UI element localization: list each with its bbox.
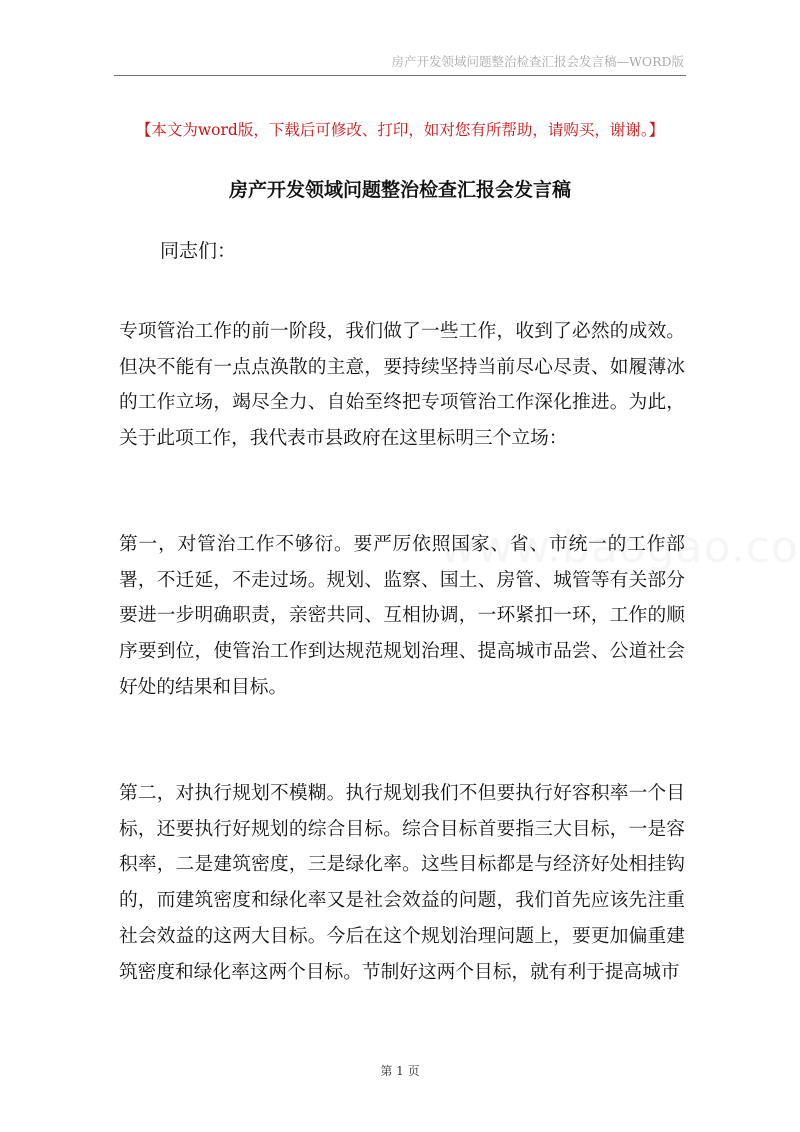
paragraph-first-point: 第一，对管治工作不够衍。要严厉依照国家、省、市统一的工作部署，不迁延，不走过场。规划、监察、国土、房管、城管等有关部分要进一步明确职责，亲密共同、互相协调，一环紧扣一环，工作的顺序要到位，使管治工作到达规范规划治理、提高城市品尝、公道社会好处的结果和目标。: [119, 534, 685, 698]
paragraph-second-point: 第二，对执行规划不模糊。执行规划我们不但要执行好容积率一个目标，还要执行好规划的综合目标。综合目标首要指三大目标，一是容积率，二是建筑密度，三是绿化率。这些目标都是与经济好处相挂钩的，而建筑密度和绿化率又是社会效益的问题，我们首先应该先注重社会效益的这两大目标。今后在这个规划治理问题上，要更加偏重建筑密度和绿化率这两个目标。节制好这两个目标，就有利于提高城市: [119, 783, 685, 983]
document-title: 房产开发领域问题整治检查汇报会发言稿: [228, 179, 571, 201]
header-divider: [114, 75, 686, 76]
running-header: 房产开发领域问题整治检查汇报会发言稿—WORD版: [391, 54, 684, 69]
greeting: 同志们：: [160, 240, 237, 262]
download-notice: 【本文为word版，下载后可修改、打印，如对您有所帮助，请购买，谢谢。】: [135, 121, 665, 139]
paragraph-intro: 专项管治工作的前一阶段，我们做了一些工作，收到了必然的成效。但决不能有一点点涣散的主意，要持续坚持当前尽心尽责、如履薄冰的工作立场，竭尽全力、自始至终把专项管治工作深化推进。为此，关于此项工作，我代表市县政府在这里标明三个立场：: [119, 321, 685, 450]
page-number: 第 1 页: [380, 1064, 420, 1078]
